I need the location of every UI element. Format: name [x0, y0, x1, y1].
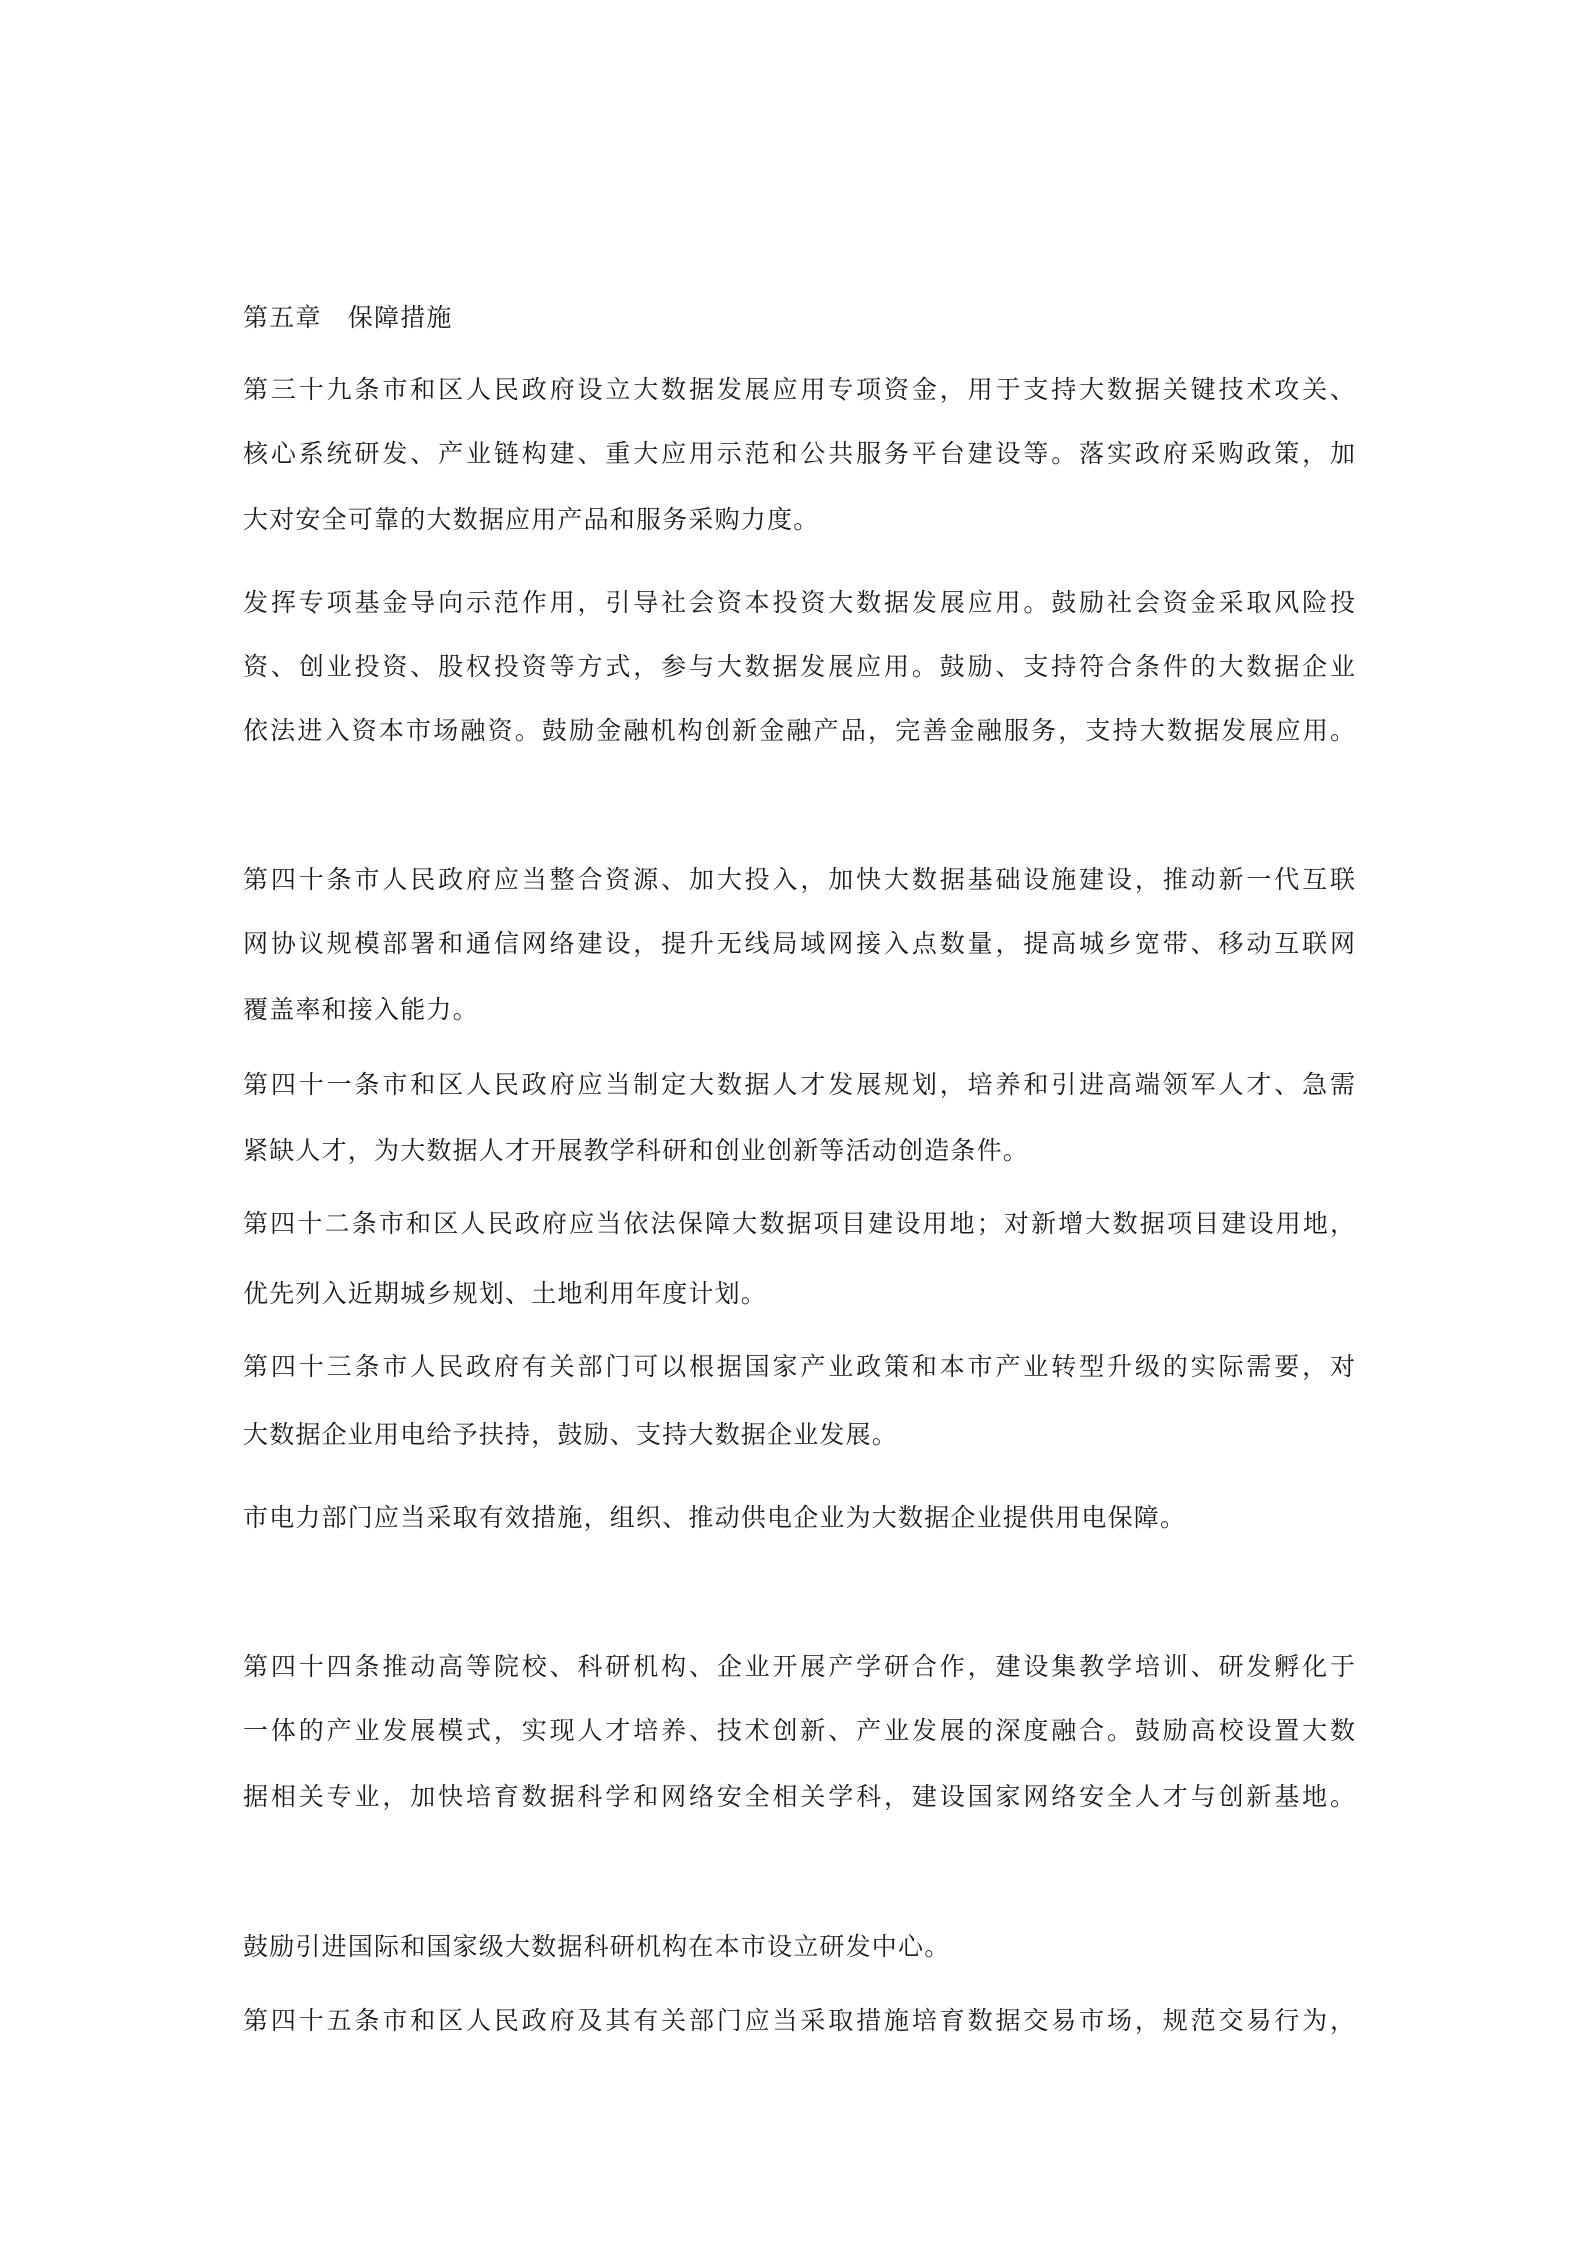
chapter-title: 第五章 保障措施	[243, 303, 453, 332]
text-line: 大数据企业用电给予扶持，鼓励、支持大数据企业发展。	[243, 1420, 899, 1449]
text-line: 依法进入资本市场融资。鼓励金融机构创新金融产品，完善金融服务，支持大数据发展应用。	[243, 716, 1355, 745]
text-line: 第四十四条推动高等院校、科研机构、企业开展产学研合作，建设集教学培训、研发孵化于	[243, 1652, 1355, 1681]
text-line: 资、创业投资、股权投资等方式，参与大数据发展应用。鼓励、支持符合条件的大数据企业	[243, 652, 1355, 681]
text-line: 覆盖率和接入能力。	[243, 995, 479, 1024]
text-line: 核心系统研发、产业链构建、重大应用示范和公共服务平台建设等。落实政府采购政策，加	[243, 439, 1355, 468]
text-line: 鼓励引进国际和国家级大数据科研机构在本市设立研发中心。	[243, 1932, 951, 1961]
text-line: 紧缺人才，为大数据人才开展教学科研和创业创新等活动创造条件。	[243, 1136, 1030, 1165]
text-line: 据相关专业，加快培育数据科学和网络安全相关学科，建设国家网络安全人才与创新基地。	[243, 1782, 1355, 1811]
text-line: 第四十条市人民政府应当整合资源、加大投入，加快大数据基础设施建设，推动新一代互联	[243, 865, 1355, 894]
text-line: 网协议规模部署和通信网络建设，提升无线局域网接入点数量，提高城乡宽带、移动互联网	[243, 929, 1355, 958]
text-line: 一体的产业发展模式，实现人才培养、技术创新、产业发展的深度融合。鼓励高校设置大数	[243, 1716, 1355, 1745]
text-line: 第四十一条市和区人民政府应当制定大数据人才发展规划，培养和引进高端领军人才、急需	[243, 1070, 1355, 1099]
text-line: 第四十三条市人民政府有关部门可以根据国家产业政策和本市产业转型升级的实际需要，对	[243, 1352, 1355, 1381]
text-line: 市电力部门应当采取有效措施，组织、推动供电企业为大数据企业提供用电保障。	[243, 1503, 1187, 1532]
text-line: 大对安全可靠的大数据应用产品和服务采购力度。	[243, 505, 820, 534]
text-line: 发挥专项基金导向示范作用，引导社会资本投资大数据发展应用。鼓励社会资金采取风险投	[243, 588, 1355, 617]
text-line: 第三十九条市和区人民政府设立大数据发展应用专项资金，用于支持大数据关键技术攻关、	[243, 375, 1355, 404]
text-line: 第四十五条市和区人民政府及其有关部门应当采取措施培育数据交易市场，规范交易行为，	[243, 2006, 1355, 2035]
text-line: 第四十二条市和区人民政府应当依法保障大数据项目建设用地；对新增大数据项目建设用地，	[243, 1209, 1355, 1238]
text-line: 优先列入近期城乡规划、土地利用年度计划。	[243, 1279, 768, 1308]
